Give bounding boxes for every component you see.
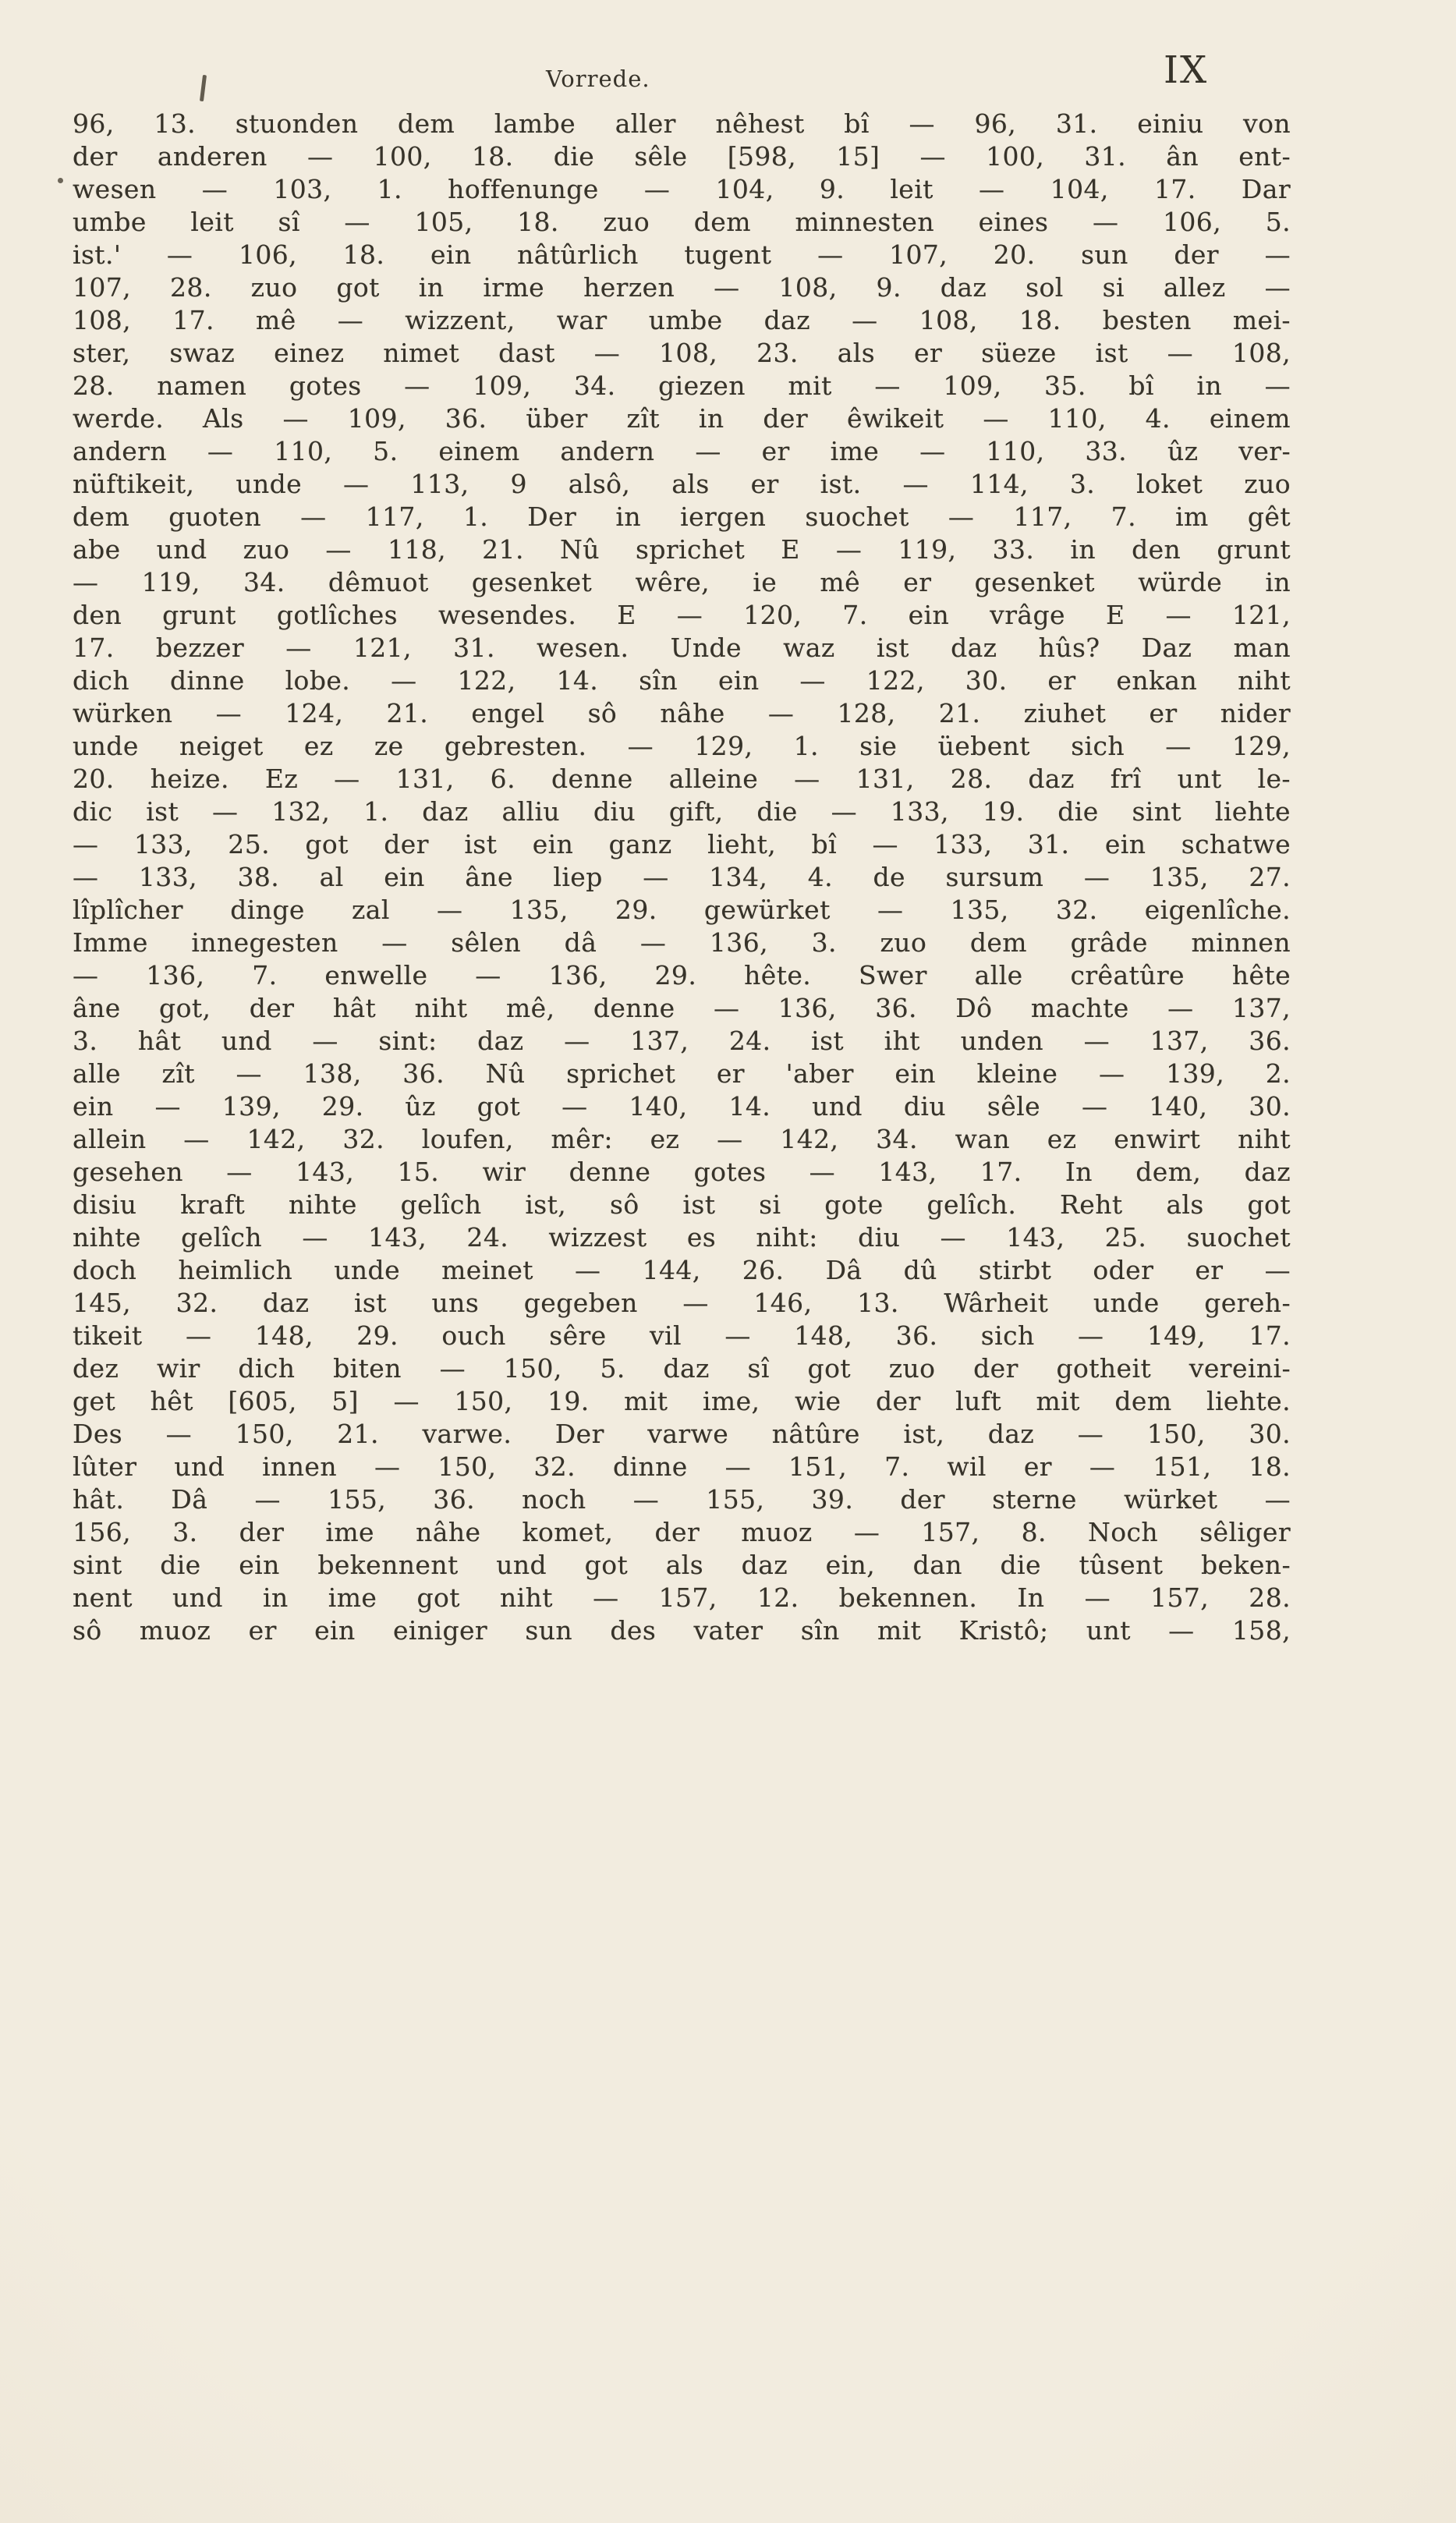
- text-line: dich dinne lobe. — 122, 14. sîn ein — 122, 30. er enkan niht: [73, 665, 1291, 696]
- running-title: Vorrede.: [546, 66, 650, 92]
- text-line: nüftikeit, unde — 113, 9 alsô, als er ist. — 114, 3. loket zuo: [73, 469, 1291, 499]
- text-line: würken — 124, 21. engel sô nâhe — 128, 21. ziuhet er nider: [73, 698, 1291, 728]
- text-line: — 133, 25. got der ist ein ganz lieht, bî — 133, 31. ein schatwe: [73, 829, 1291, 859]
- text-line: nent und in ime got niht — 157, 12. bekennen. In — 157, 28.: [73, 1582, 1291, 1613]
- ink-dot: [58, 178, 63, 183]
- page-number: IX: [1164, 48, 1209, 92]
- text-line: tikeit — 148, 29. ouch sêre vil — 148, 36. sich — 149, 17.: [73, 1320, 1291, 1351]
- text-line: doch heimlich unde meinet — 144, 26. Dâ dû stirbt oder er —: [73, 1255, 1291, 1285]
- text-line: 107, 28. zuo got in irme herzen — 108, 9. daz sol si allez —: [73, 272, 1291, 303]
- text-line: sint die ein bekennent und got als daz ein, dan die tûsent beken-: [73, 1550, 1291, 1580]
- text-line: âne got, der hât niht mê, denne — 136, 36. Dô machte — 137,: [73, 993, 1291, 1023]
- text-line: lîplîcher dinge zal — 135, 29. gewürket — 135, 32. eigenlîche.: [73, 895, 1291, 925]
- text-line: ist.' — 106, 18. ein nâtûrlich tugent — 107, 20. sun der —: [73, 239, 1291, 270]
- text-line: Des — 150, 21. varwe. Der varwe nâtûre ist, daz — 150, 30.: [73, 1419, 1291, 1449]
- text-line: — 133, 38. al ein âne liep — 134, 4. de sursum — 135, 27.: [73, 862, 1291, 892]
- text-line: wesen — 103, 1. hoffenunge — 104, 9. leit — 104, 17. Dar: [73, 174, 1291, 204]
- text-line: werde. Als — 109, 36. über zît in der êwikeit — 110, 4. einem: [73, 403, 1291, 434]
- text-line: dem guoten — 117, 1. Der in iergen suochet — 117, 7. im gêt: [73, 501, 1291, 532]
- text-line: gesehen — 143, 15. wir denne gotes — 143, 17. In dem, daz: [73, 1157, 1291, 1187]
- text-line: 108, 17. mê — wizzent, war umbe daz — 108, 18. besten mei-: [73, 305, 1291, 335]
- text-line: unde neiget ez ze gebresten. — 129, 1. sie üebent sich — 129,: [73, 731, 1291, 761]
- text-line: 96, 13. stuonden dem lambe aller nêhest bî — 96, 31. einiu von: [73, 108, 1291, 139]
- text-line: der anderen — 100, 18. die sêle [598, 15] — 100, 31. ân ent-: [73, 141, 1291, 172]
- text-line: get hêt [605, 5] — 150, 19. mit ime, wie der luft mit dem liehte.: [73, 1386, 1291, 1416]
- ink-smudge: [200, 75, 207, 101]
- text-line: hât. Dâ — 155, 36. noch — 155, 39. der sterne würket —: [73, 1484, 1291, 1515]
- text-line: 20. heize. Ez — 131, 6. denne alleine — 131, 28. daz frî unt le-: [73, 764, 1291, 794]
- text-line: abe und zuo — 118, 21. Nû sprichet E — 119, 33. in den grunt: [73, 534, 1291, 565]
- text-line: 17. bezzer — 121, 31. wesen. Unde waz ist daz hûs? Daz man: [73, 633, 1291, 663]
- text-line: allein — 142, 32. loufen, mêr: ez — 142, 34. wan ez enwirt niht: [73, 1124, 1291, 1154]
- text-line: umbe leit sî — 105, 18. zuo dem minnesten eines — 106, 5.: [73, 207, 1291, 237]
- text-line: dez wir dich biten — 150, 5. daz sî got zuo der gotheit vereini-: [73, 1353, 1291, 1384]
- text-line: 156, 3. der ime nâhe komet, der muoz — 157, 8. Noch sêliger: [73, 1517, 1291, 1547]
- text-line: ster, swaz einez nimet dast — 108, 23. als er süeze ist — 108,: [73, 338, 1291, 368]
- text-line: 3. hât und — sint: daz — 137, 24. ist iht unden — 137, 36.: [73, 1026, 1291, 1056]
- text-line: sô muoz er ein einiger sun des vater sîn mit Kristô; unt — 158,: [73, 1615, 1291, 1646]
- text-line: disiu kraft nihte gelîch ist, sô ist si gote gelîch. Reht als got: [73, 1189, 1291, 1220]
- text-line: 28. namen gotes — 109, 34. giezen mit — 109, 35. bî in —: [73, 370, 1291, 401]
- body-text: [73, 108, 1291, 1647]
- text-line: ein — 139, 29. ûz got — 140, 14. und diu sêle — 140, 30.: [73, 1091, 1291, 1122]
- text-line: den grunt gotlîches wesendes. E — 120, 7. ein vrâge E — 121,: [73, 600, 1291, 630]
- text-line: — 119, 34. dêmuot gesenket wêre, ie mê er gesenket würde in: [73, 567, 1291, 597]
- text-line: — 136, 7. enwelle — 136, 29. hête. Swer alle crêatûre hête: [73, 960, 1291, 990]
- text-line: Imme innegesten — sêlen dâ — 136, 3. zuo dem grâde minnen: [73, 927, 1291, 958]
- text-line: nihte gelîch — 143, 24. wizzest es niht: diu — 143, 25. suochet: [73, 1222, 1291, 1253]
- text-line: 145, 32. daz ist uns gegeben — 146, 13. Wârheit unde gereh-: [73, 1288, 1291, 1318]
- text-line: lûter und innen — 150, 32. dinne — 151, 7. wil er — 151, 18.: [73, 1451, 1291, 1482]
- text-line: dic ist — 132, 1. daz alliu diu gift, die — 133, 19. die sint liehte: [73, 796, 1291, 827]
- text-line: andern — 110, 5. einem andern — er ime — 110, 33. ûz ver-: [73, 436, 1291, 466]
- text-line: alle zît — 138, 36. Nû sprichet er 'aber ein kleine — 139, 2.: [73, 1058, 1291, 1089]
